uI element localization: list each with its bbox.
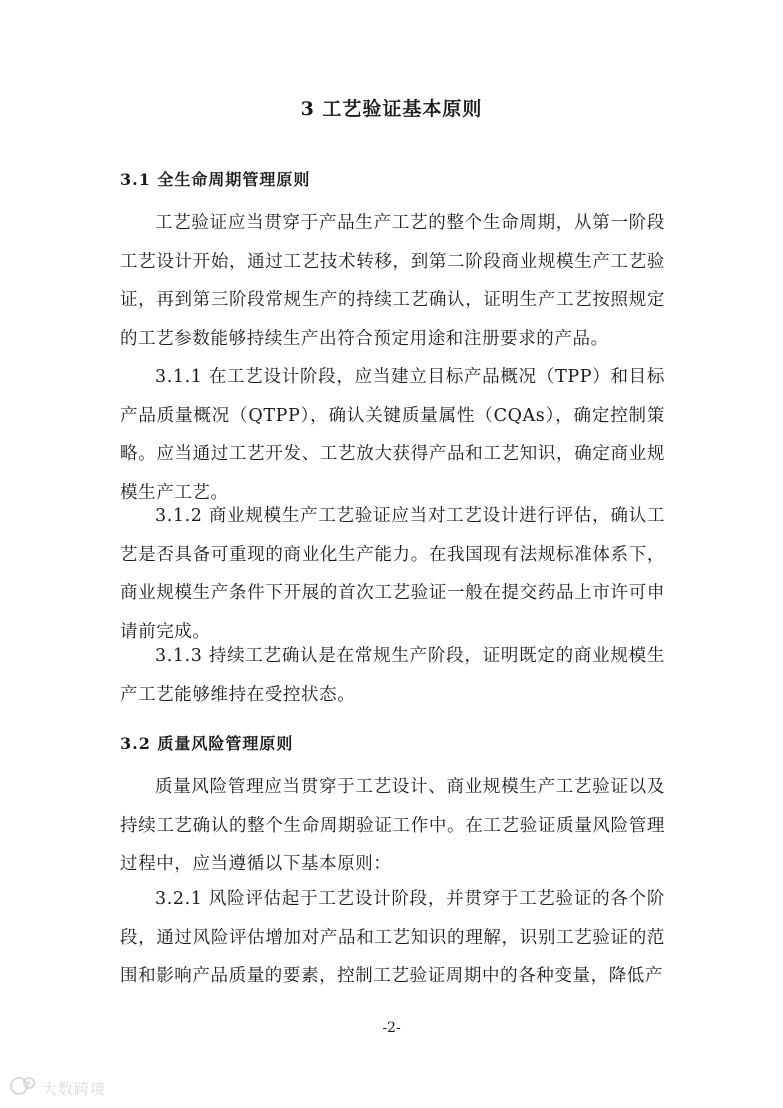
section-3-1-2-paragraph: 3.1.2 商业规模生产工艺验证应当对工艺设计进行评估，确认工艺是否具备可重现的商业化生产能力。在我国现有法规标准体系下，商业规模生产条件下开展的首次工艺验证一般在提交药品上市许可申请前完成。 (120, 506, 665, 642)
section-3-1-3-paragraph: 3.1.3 持续工艺确认是在常规生产阶段，证明既定的商业规模生产工艺能够维持在受控状态。 (120, 646, 665, 705)
section-3-1-1-paragraph: 3.1.1 在工艺设计阶段，应当建立目标产品概况（TPP）和目标产品质量概况（QTPP），确认关键质量属性（CQAs），确定控制策略。应当通过工艺开发、工艺放大获得产品和工艺知识，确定商业规模生产工艺。 (120, 367, 665, 503)
section-3-1-paragraph: 工艺验证应当贯穿于产品生产工艺的整个生命周期，从第一阶段工艺设计开始，通过工艺技术转移，到第二阶段商业规模生产工艺验证，再到第三阶段常规生产的持续工艺确认，证明生产工艺按照规定的工艺参数能够持续生产出符合预定用途和注册要求的产品。 (120, 213, 665, 349)
watermark (8, 1076, 106, 1100)
section-3-2-heading: 3.2 质量风险管理原则 (120, 734, 294, 753)
brand-logo-icon (8, 1075, 38, 1101)
section-3-1-heading: 3.1 全生命周期管理原则 (120, 170, 311, 189)
section-title: 3 工艺验证基本原则 (300, 98, 483, 120)
page-number: -2- (382, 1020, 401, 1036)
watermark-text: 大数跨境 (42, 1079, 107, 1098)
section-3-2-1-paragraph: 3.2.1 风险评估起于工艺设计阶段，并贯穿于工艺验证的各个阶段，通过风险评估增加对产品和工艺知识的理解，识别工艺验证的范围和影响产品质量的要素，控制工艺验证周期中的各种变量，降低产 (120, 889, 665, 986)
section-3-2-paragraph: 质量风险管理应当贯穿于工艺设计、商业规模生产工艺验证以及持续工艺确认的整个生命周期验证工作中。在工艺验证质量风险管理过程中，应当遵循以下基本原则： (120, 777, 665, 874)
